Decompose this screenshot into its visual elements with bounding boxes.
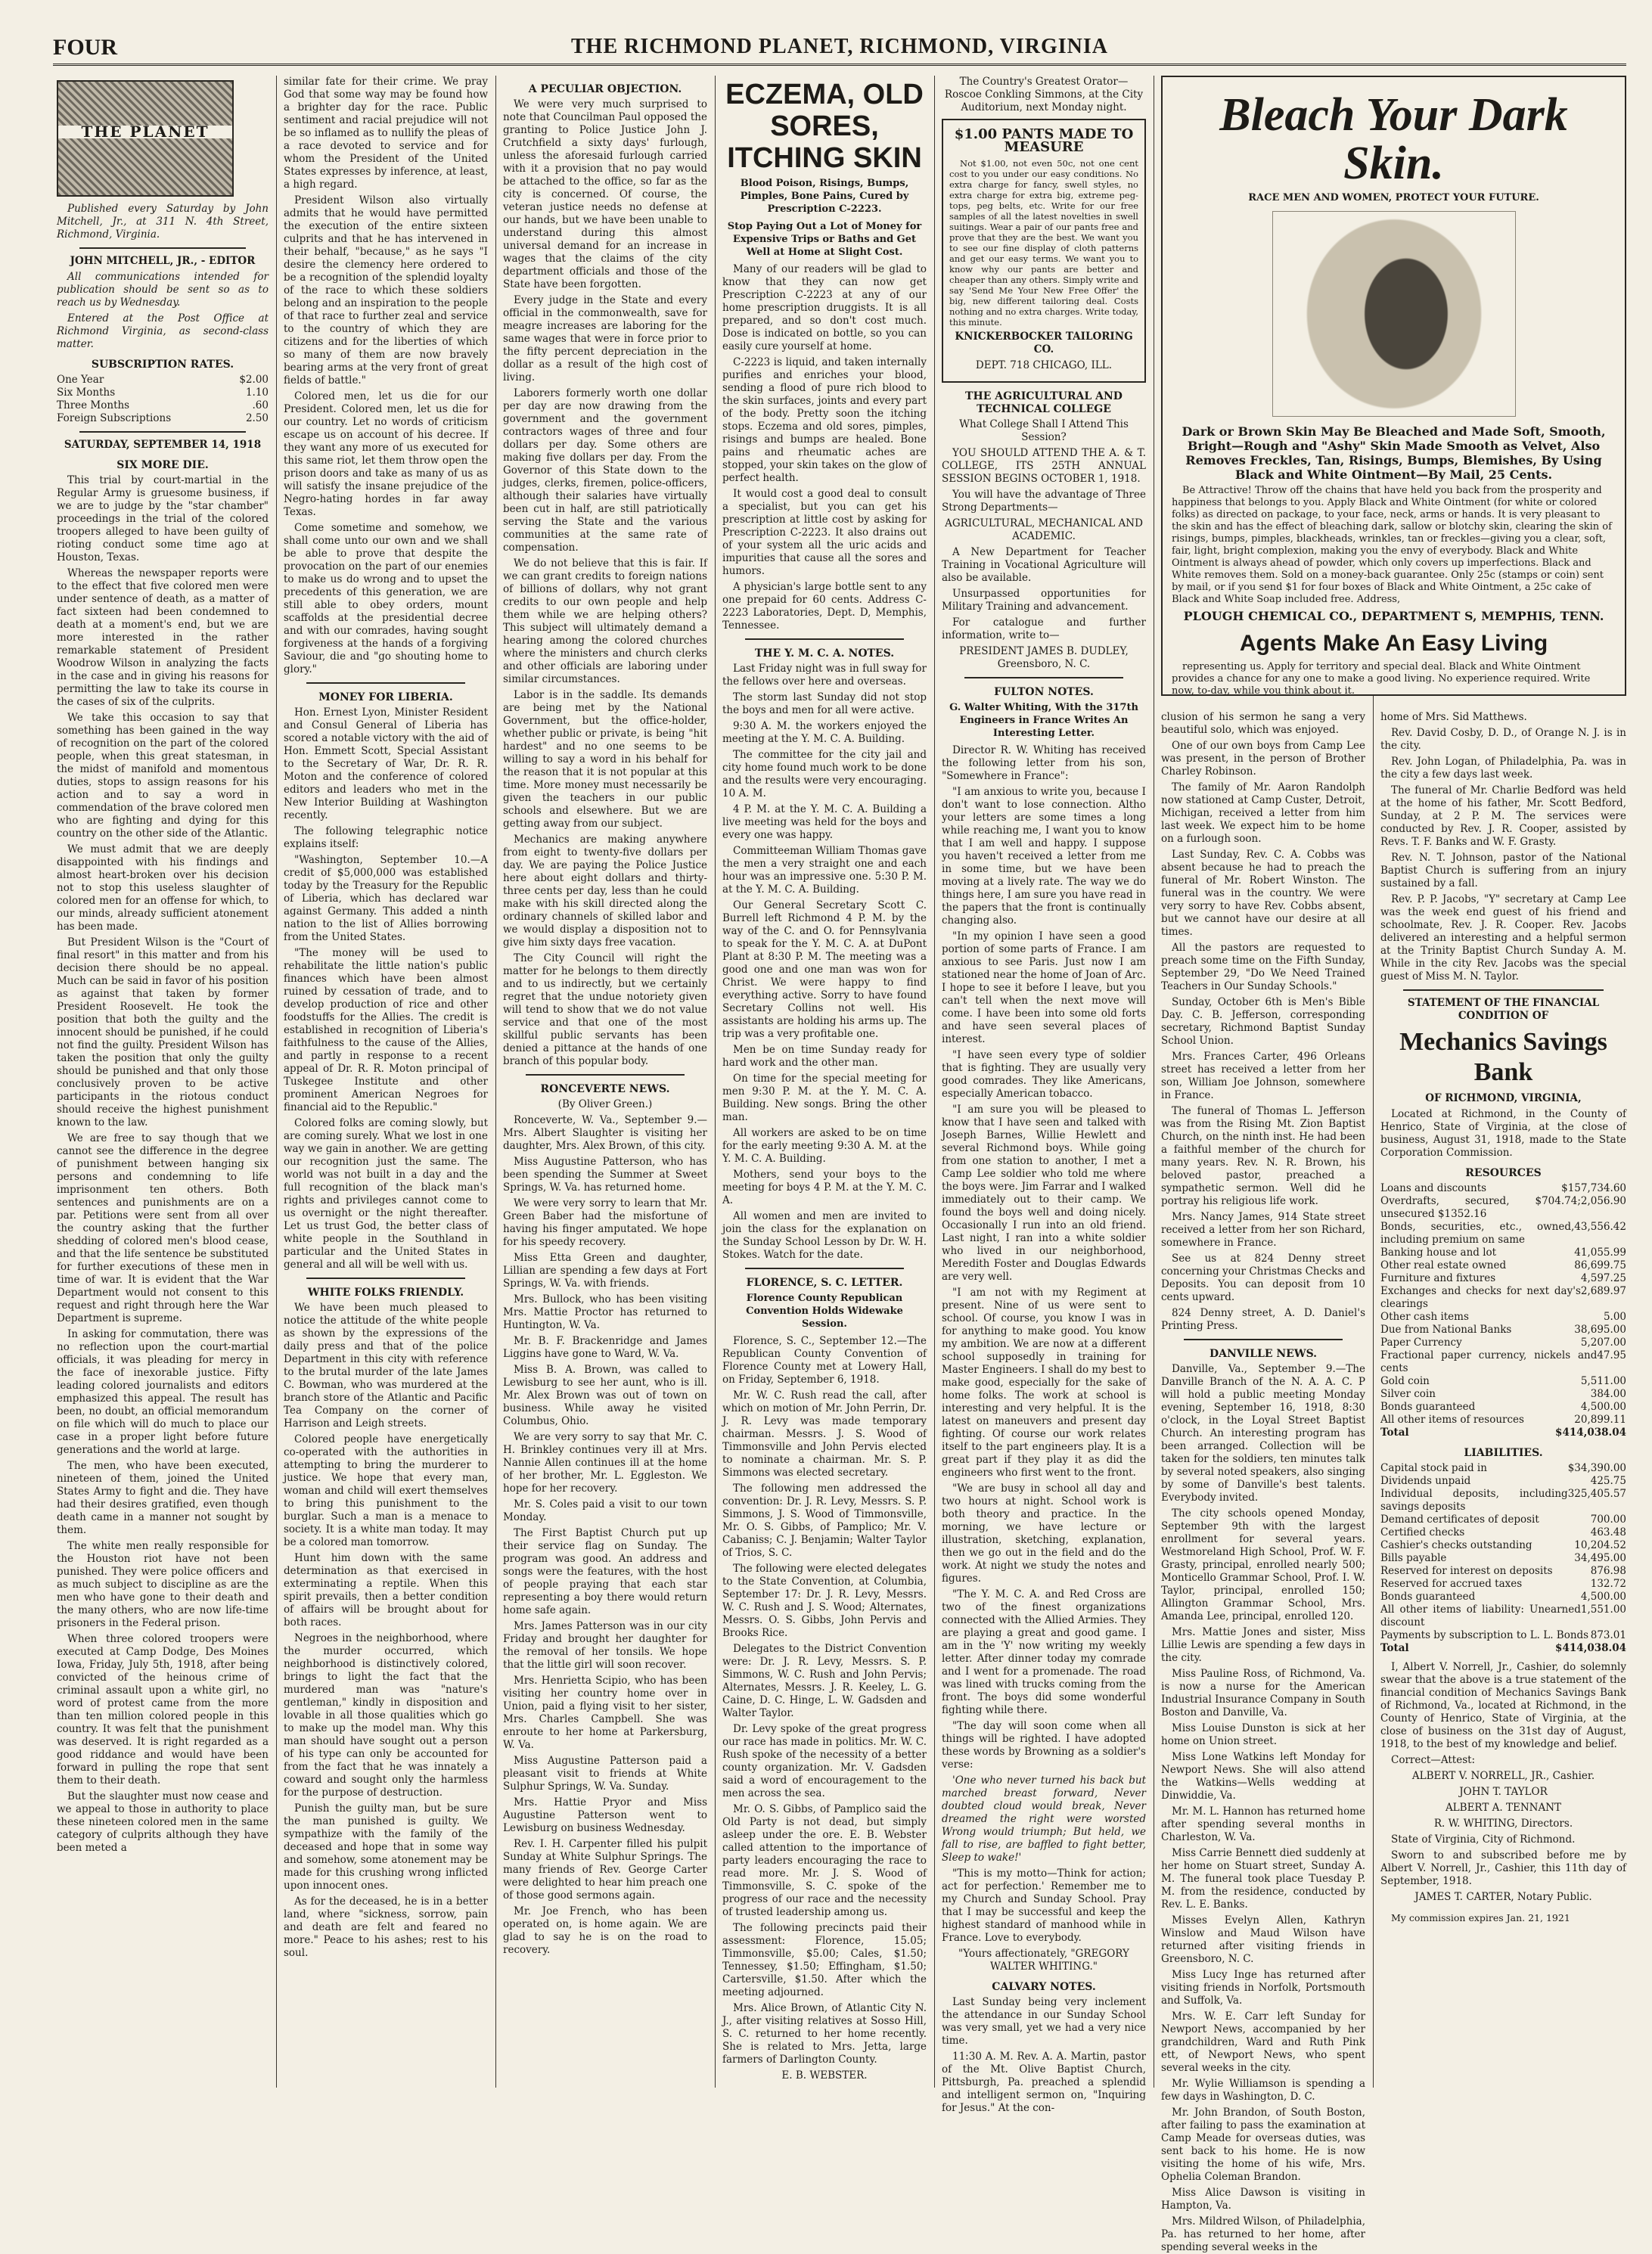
paragraph: Mrs. Mattie Jones and sister, Miss Lillie Lewis are spending a few days in the city.	[1161, 1626, 1365, 1664]
paragraph: We were very sorry to learn that Mr. Green Baber had the misfortune of having his finger amputated. We hope for his speedy recovery.	[503, 1197, 707, 1248]
paragraph: Last Sunday being very inclement the attendance in our Sunday School was very small, yet we had a very nice time.	[942, 1996, 1146, 2047]
table-row: Other real estate owned 86,699.75	[1380, 1259, 1626, 1271]
byline: (By Oliver Green.)	[557, 1098, 653, 1110]
paragraph: "Yours affectionately, "GREGORY WALTER WHITING."	[958, 1948, 1129, 1973]
table-row: Other cash items 5.00	[1380, 1311, 1626, 1323]
paragraph: 9:30 A. M. the workers enjoyed the meeting at the Y. M. C. A. Building.	[722, 720, 927, 745]
table-row: Cashier's checks outstanding 10,204.52	[1380, 1539, 1626, 1551]
paragraph: Mrs. W. E. Carr left Sunday for Newport News, accompanied by her grandchildren, Ward and Ruth Pink ett, of Newport News, who spent several weeks in the city.	[1161, 2010, 1365, 2074]
paragraph: Last Friday night was in full sway for the fellows over here and overseas.	[722, 663, 927, 688]
communications-note: All communications intended for publication should be sent so as to reach us by Wednesday.	[57, 271, 269, 309]
issue-date: SATURDAY, SEPTEMBER 14, 1918	[64, 439, 262, 451]
ad-body: Not $1.00, not even 50c, not one cent cost to you under our easy conditions. No extra charge for fancy, swell styles, no extra charge for extra big, extreme peg-tops, peg belts, etc. Write for our free samples of all the latest novelties in swell suitings. Wear a pair of our pants free and prove that they are the best. We want you to see our fine display of cloth patterns and get our easy terms. We want you to know why our pants are better and cheaper than any others. Simply write and say 'Send Me Your New Free Offer' the big, new different tailoring deal. Costs nothing and no extra charges. Write today, this minute.	[949, 158, 1138, 328]
paragraph: Mrs. James Patterson was in our city Friday and brought her daughter for the removal of her tonsils. We hope that the little girl will soon recover.	[503, 1620, 707, 1671]
paragraph: We take this occasion to say that something has been gained in the way of recognition on the part of the colored people, when this great statesman, in the midst of manifold and momentous duties, stops to assign reasons for his action and to say a word in commendation of the brave colored men who are fighting and dying for this country on the other side of the Atlantic.	[57, 712, 269, 840]
paragraph: Mr. W. C. Rush read the call, after which on motion of Mr. John Perrin, Dr. J. R. Levy was made temporary chairman. Messrs. J. S. Wood of Timmonsville and John Pervis elected to nominate a chairman. Mr. S. P. Simmons was elected secretary.	[722, 1389, 927, 1479]
entered-note: Entered at the Post Office at Richmond Virginia, as second-class matter.	[57, 312, 269, 350]
paragraph: For catalogue and further information, write to—	[942, 616, 1146, 641]
article-heading: DANVILLE NEWS.	[1209, 1348, 1318, 1360]
paragraph: The men, who have been executed, nineteen of them, joined the United States Army to fight and die. They have had their desires gratified, even though death came in a manner not sought by them.	[57, 1460, 269, 1536]
table-row: Individual deposits, including savings deposits 325,405.57	[1380, 1488, 1626, 1513]
paragraph: We are free to say though that we cannot see the difference in the degree of punishment between hanging six persons and condemning to life imprisonment ten others. Both sentences and punishments are on a par. Petitions were sent from all over the country asking that the further shedding of colored men's blood cease, and that the life sentence be substituted for further executions of these men in time of war. It is evident that the War Department would not consent to this request and right through here the War Department is supreme.	[57, 1132, 269, 1324]
paragraph: Dr. Levy spoke of the great progress our race has made in politics. Mr. W. C. Rush spoke of the necessity of a better county organization. Mr. V. Gadsden said a word of encouragement to the men across the sea.	[722, 1723, 927, 1799]
paragraph: similar fate for their crime. We pray God that some way may be found how a brighter day for the race. Public sentiment and racial prejudice will not be so inflamed as to nullify the pleas of a race devoted to service and for whom the President of the United States expresses by inference, at least, a high regard.	[284, 76, 488, 191]
pants-ad	[942, 119, 1146, 383]
column-rule	[276, 76, 277, 2088]
table-row: Capital stock paid in $34,390.00	[1380, 1462, 1626, 1474]
bank-name: Mechanics Savings Bank	[1399, 1028, 1607, 1086]
paragraph: Miss Augustine Patterson, who has been spending the Summer at Sweet Springs, W. Va. has returned home.	[503, 1156, 707, 1194]
article-heading: A PECULIAR OBJECTION.	[528, 83, 682, 95]
paragraph: The white men really responsible for the Houston riot have not been punished. They were police officers and as much subject to discipline as are the men who have gone to their death and the many others, who are now life-time prisoners in the Federal prison.	[57, 1540, 269, 1629]
paragraph: We must admit that we are deeply disappointed with his findings and almost heart-broken over his decision not to stop this useless slaughter of colored men for an offense for which, to our minds, already sufficient atonement has been made.	[57, 843, 269, 933]
paragraph: The family of Mr. Aaron Randolph now stationed at Camp Custer, Detroit, Michigan, received a letter from him last week. We expect him to be home on a furlough soon.	[1161, 781, 1365, 845]
paragraph: Mr. M. L. Hannon has returned home after spending several months in Charleston, W. Va.	[1161, 1805, 1365, 1843]
paragraph: Ronceverte, W. Va., September 9.—Mrs. Albert Slaughter is visiting her daughter, Mrs. Alex Brown, of this city.	[503, 1114, 707, 1152]
table-row: Demand certificates of deposit 700.00	[1380, 1514, 1626, 1526]
eczema-ad-title: ECZEMA, OLD SORES, ITCHING SKIN	[725, 79, 924, 174]
column-rule	[495, 76, 496, 2088]
table-row: Gold coin 5,511.00	[1380, 1375, 1626, 1387]
bleach-ad-lead: Dark or Brown Skin May Be Bleached and Made Soft, Smooth, Bright—Rough and "Ashy" Skin Made Smooth as Velvet, Also Removes Freckles, Tan, Risings, Bumps, Blemishes, By Using Black and White Ointment—By Mail, 25 Cents.	[1182, 424, 1606, 482]
paragraph: We have been much pleased to notice the attitude of the white people as shown by the expressions of the daily press and that of the police Department in this city with reference to the brutal murder of the late James C. Bowman, who was murdered at the branch store of the Atlantic and Pacific Tea Company on the corner of Harrison and Leigh streets.	[284, 1302, 488, 1430]
paragraph: Miss B. A. Brown, was called to Lewisburg to see her aunt, who is ill. Mr. Alex Brown was out of town on business. While away he visited Columbus, Ohio.	[503, 1364, 707, 1427]
paragraph: Delegates to the District Convention were: Dr. J. R. Levy, Messrs. S. P. Simmons, W. C. Rush and John Pervis; Alternates, Messrs. J. R. Keeley, L. G. Caine, D. C. Hinge, L. W. Gadsden and Walter Taylor.	[722, 1643, 927, 1719]
paragraph: Mrs. Nancy James, 914 State street received a letter from her son Richard, somewhere in France.	[1161, 1211, 1365, 1249]
liabilities-table	[1380, 1462, 1626, 1655]
paragraph: Danville, Va., September 9.—The Danville Branch of the N. A. A. C. P will hold a public meeting Monday evening, September 16, 1918, 8:30 o'clock, in the Loyal Street Baptist Church. An interesting program has been arranged. Collection will be taken for the soldiers, ten minutes talk by several noted speakers, also singing by some of Danville's best talents. Everybody invited.	[1161, 1363, 1365, 1504]
paragraph: Hunt him down with the same determination as that exercised in exterminating a reptile. When this spirit prevails, then a better condition of affairs will be brought about for both races.	[284, 1552, 488, 1628]
paragraph: 4 P. M. at the Y. M. C. A. Building a live meeting was held for the boys and every one was happy.	[722, 803, 927, 841]
agents-heading: Agents Make An Easy Living	[1239, 631, 1548, 656]
paragraph: Rev. P. P. Jacobs, "Y" secretary at Camp Lee was the week end guest of his friend and schoolmate, Rev. J. R. Cooper. Rev. Jacobs delivered an interesting and a helpful sermon at the Trinity Baptist Church Sunday A. M. While in the city Rev. Jacobs was the special guest of Miss M. N. Taylor.	[1380, 893, 1626, 983]
bleach-ad-address: PLOUGH CHEMICAL CO., DEPARTMENT S, MEMPHIS, TENN.	[1183, 609, 1604, 623]
table-row: All other items of resources 20,899.11	[1380, 1414, 1626, 1426]
table-row: Paper Currency 5,207.00	[1380, 1337, 1626, 1349]
paragraph: Miss Lone Watkins left Monday for Newport News. She will also attend the Watkins—Wells wedding at Dinwiddie, Va.	[1161, 1751, 1365, 1802]
paragraph: Mrs. Bullock, who has been visiting Mrs. Mattie Proctor has returned to Huntington, W. Va.	[503, 1293, 707, 1331]
table-row: All other items of liability: Unearned discount 1,551.00	[1380, 1604, 1626, 1628]
paragraph: Labor is in the saddle. Its demands are being met by the National Government, but the office-holder, whether public or private, is being "hit hardest" and no one seems to be willing to say a word in his behalf for the reason that it is not popular at this time. More money must necessarily be given the teachers in our public schools and elsewhere. But we are getting away from our subject.	[503, 689, 707, 830]
paragraph: "Washington, September 10.—A credit of $5,000,000 was established today by the Treasury for the Republic of Liberia, which has declared war against Germany. This added a ninth nation to the list of Allies borrowing from the United States.	[284, 854, 488, 943]
paragraph: Mr. O. S. Gibbs, of Pamplico said the Old Party is not dead, but simply asleep under the ore. E. B. Webster called attention to the importance of party leaders encouraging the race to read more. Mr. J. S. Wood of Timmonsville, S. C. spoke of the progress of our race and the necessity of trusted leadership among us.	[722, 1803, 927, 1918]
paragraph: The City Council will right the matter for he belongs to them directly and to us indirectly, but we certainly regret that the undue notoriety given will tend to show that we do not value service and that one of the most skillful public servants has been denied a pittance at the hands of one branch of this popular body.	[503, 952, 707, 1067]
rate-row: Three Months .60	[57, 399, 269, 411]
article-heading: THE Y. M. C. A. NOTES.	[754, 647, 895, 660]
table-row: Payments by subscription to L. L. Bonds 873.01	[1380, 1629, 1626, 1641]
divider	[1184, 1339, 1343, 1340]
signature: ALBERT V. NORRELL, JR., Cashier.	[1411, 1770, 1595, 1782]
paragraph: All workers are asked to be on time for the early meeting 9:30 A. M. at the Y. M. C. A. Building.	[722, 1127, 927, 1165]
paragraph: All women and men are invited to join the class for the explanation on the Sunday School Lesson by Dr. W. H. Stokes. Watch for the date.	[722, 1210, 927, 1261]
paragraph: Last Sunday, Rev. C. A. Cobbs was absent because he had to preach the funeral of Mr. Robert Winston. The funeral was in the country. We were very sorry to have Rev. Cobbs absent, but we cannot have our desire at all times.	[1161, 849, 1365, 938]
rate-row: One Year $2.00	[57, 374, 269, 386]
paragraph: Mothers, send your boys to the meeting for boys 4 P. M. at the Y. M. C. A.	[722, 1169, 927, 1206]
table-row: Total $414,038.04	[1380, 1427, 1626, 1439]
paragraph: "I am not with my Regiment at present. Nine of us were sent to school. Of course, you know I was in for anything to make good. You know my ambition. We are now at a different school supposedly in training for Master Engineers. I shall do my best to make good, especially for the sake of home folks. The work at school is interesting and very helpful. It is the latest on maneuvers and present day fighting. Of course our work relates itself to the part engineers play. It is a great part if they play it as did the engineers who first went to the front.	[942, 1287, 1146, 1479]
table-row: Exchanges and checks for next day's clearings 2,689.97	[1380, 1285, 1626, 1310]
paragraph: The committee for the city jail and city home found much work to be done and the results were very encouraging. 10 A. M.	[722, 749, 927, 799]
table-row: Reserved for accrued taxes 132.72	[1380, 1578, 1626, 1590]
divider	[964, 677, 1123, 678]
divider	[79, 247, 246, 249]
paper-title: THE RICHMOND PLANET, RICHMOND, VIRGINIA	[570, 35, 1108, 58]
paragraph: On time for the special meeting for men 9:30 P. M. at the Y. M. C. A. Building. New songs. Bring the other man.	[722, 1073, 927, 1123]
paragraph: President Wilson also virtually admits that he would have permitted the execution of the entire sixteen culprits and that he has intervened in their behalf, "because," as he says "I desire the clemency here ordered to be a recognition of the splendid loyalty of the race to which these soldiers belong and an inspiration to the people of that race to further zeal and service to the country of which they are citizens and for the liberties of which so many of them are now bravely bearing arms at the very front of great fields of battle."	[284, 194, 488, 387]
paragraph: A New Department for Teacher Training in Vocational Agriculture will also be available.	[942, 546, 1146, 584]
paragraph: Laborers formerly worth one dollar per day are now drawing from the government and the government contractors wages of three and four dollars per day. Some others are making five dollars per day. From the Governor of this State down to the judges, clerks, firemen, police-officers, although their salaries have virtually been cut in half, are still patriotically serving the State and the various communities at the same rate of compensation.	[503, 387, 707, 554]
paragraph: "In my opinion I have seen a good portion of some parts of France. I am anxious to see Paris. Just now I am stationed near the home of Joan of Arc. I hope to see it before I leave, but you can't tell when the next move will come. I have been into some old forts and have seen several places of interest.	[942, 930, 1146, 1045]
article-heading: CALVARY NOTES.	[992, 1981, 1096, 1993]
paragraph: The city schools opened Monday, September 9th with the largest enrollment for several years. Westmoreland High School, Prof. W. F. Grasty, principal, enrolled nearly 500; Monticello Grammar School, Prof. I. W. Taylor, principal, enrolled 150; Allington Grammar School, Mrs. Amanda Lee, principal, enrolled 120.	[1161, 1507, 1365, 1622]
paragraph: Mr. John Brandon, of South Boston, after failing to pass the examination at Camp Meade for overseas duties, was sent back to his home. He is now visiting the home of his wife, Mrs. Ophelia Coleman Brandon.	[1161, 2107, 1365, 2183]
table-row: Bonds, securities, etc., owned, including premium on same 43,556.42	[1380, 1221, 1626, 1246]
paragraph: "I am sure you will be pleased to know that I have seen and talked with Joseph Barnes, Willie Hewlett and several Richmond boys. While going from one station to another, I met a Camp Lee soldier who told me where the boys were. Jim Farrar and I walked immediately out to their camp. We found the boys well and doing nicely. Occasionally I run into an old friend. Last night, I ran into a white soldier who lived in our neighborhood, Meredith Foster and Douglas Edwards are very well.	[942, 1104, 1146, 1283]
bank-description: Located at Richmond, in the County of Henrico, State of Virginia, at the close of business, August 31, 1918, made to the State Corporation Commission.	[1380, 1108, 1626, 1159]
paragraph: In asking for commutation, there was no reflection upon the court-martial officials, it was pleading for mercy in the face of inexorable justice. Fifty leading colored journalists and editors emphasized this appeal. The result has been, no doubt, an official memorandum on file which will do much to place our case in a proper light before future generations and the world at large.	[57, 1328, 269, 1456]
paragraph: "The Y. M. C. A. and Red Cross are two of the finest organizations connected with the Allied Armies. They are playing a great and good game. I am in the 'Y' now writing my weekly letter. After dinner today my comrade and I went for a promenade. The road was lined with trucks coming from the front. The boys did some wonderful fighting while there.	[942, 1588, 1146, 1716]
paragraph: The following men addressed the convention: Dr. J. R. Levy, Messrs. S. P. Simmons, J. S. Wood of Timmonsville, Mr. O. S. Gibbs, of Pamplico; Mr. V. Cabaniss; C. J. Benjamin; Walter Taylor of Trios, S. C.	[722, 1482, 927, 1559]
divider	[526, 1074, 685, 1076]
paragraph: Every judge in the State and every official in the commonwealth, save for meagre increases are laboring for the same wages that were in force prior to the fifty percent depreciation in the dollar as a result of the high cost of living.	[503, 294, 707, 383]
paragraph: "The money will be used to rehabilitate the little nation's public finances which have been almost ruined by cessation of trade, and to develop production of rice and other foodstuffs for the Allies. The credit is established in recognition of Liberia's faithfulness to the cause of the Allies, and partly in response to a recent appeal of Dr. R. R. Moton principal of Tuskegee Institute and other prominent American Negroes for financial aid to the Republic."	[284, 947, 488, 1113]
paragraph: Miss Augustine Patterson paid a pleasant visit to friends at White Sulphur Springs, W. Va. Sunday.	[503, 1755, 707, 1793]
paragraph: Negroes in the neighborhood, where the murder occurred, which neighborhood is distinctively colored, brings to light the fact that the murdered man was "nature's gentleman," kindly in disposition and lovable in all those qualities which go to make up the model man. Why this man should have sought out a person of his type can only be accounted for from the fact that he was innately a coward and sought only the harmless for the purpose of destruction.	[284, 1632, 488, 1799]
face-illustration-icon	[1272, 211, 1516, 417]
state-line: State of Virginia, City of Richmond.	[1391, 1833, 1576, 1846]
ad-company: KNICKERBOCKER TAILORING CO.	[955, 331, 1133, 355]
pants-ad-title: $1.00 PANTS MADE TO MEASURE	[954, 126, 1134, 155]
bleach-ad-body: Be Attractive! Throw off the chains that have held you back from the prosperity and happiness that belongs to you. Apply Black and White Ointment (for white or colored folks) as directed on package, to your face, neck, arms or hands. It is very pleasant to the skin and has the effect of bleaching dark, sallow or blotchy skin, clearing the skin of risings, bumps, pimples, blackheads, wrinkles, tan or freckles—giving you a clear, soft, fair, light, bright complexion, making you the envy of everybody. Black and White Ointment is always ahead of powder, which only covers up imperfections. Black and White removes them. Sold on a money-back guarantee. Only 25c (stamps or coin) sent by mail, or if you send $1 for four boxes of Black and White Ointment, a 25c cake of Black and White Soap included free. Address,	[1172, 485, 1612, 605]
paragraph: The funeral of Mr. Charlie Bedford was held at the home of his father, Mr. Scott Bedford, Sunday, at 2 P. M. The services were conducted by Rev. J. R. Cooper, assisted by Revs. T. F. Banks and W. F. Grasty.	[1380, 784, 1626, 848]
table-row: Due from National Banks 38,695.00	[1380, 1324, 1626, 1336]
bank-location: OF RICHMOND, VIRGINIA,	[1425, 1092, 1582, 1104]
paragraph: Rev. David Cosby, D. D., of Orange N. J. is in the city.	[1380, 727, 1626, 752]
table-row: Reserved for interest on deposits 876.98	[1380, 1565, 1626, 1577]
paragraph: 11:30 A. M. Rev. A. A. Martin, pastor of the Mt. Olive Baptist Church, Pittsburgh, Pa. preached a splendid and intelligent sermon on, "Inquiring for Jesus." At the con-	[942, 2051, 1146, 2114]
paragraph: One of our own boys from Camp Lee was present, in the person of Brother Charley Robinson.	[1161, 740, 1365, 778]
ad-question: What College Shall I Attend This Session?	[959, 418, 1129, 443]
paragraph: "The day will soon come when all things will be righted. I have adopted these words by Browning as a soldier's verse:	[942, 1720, 1146, 1771]
column-1	[57, 76, 269, 2088]
editor-line: JOHN MITCHELL, JR., - EDITOR	[70, 255, 256, 267]
attest-line: Correct—Attest:	[1391, 1754, 1476, 1766]
paragraph: All the pastors are requested to preach some time on the Fifth Sunday, September 29, "Do We Need Trained Teachers in Our Sunday Schools."	[1161, 942, 1365, 992]
column-rule	[934, 76, 935, 2088]
column-4	[722, 76, 927, 2088]
divider	[306, 682, 465, 684]
paragraph: "I am anxious to write you, because I don't want to lose connection. Altho your letters are some times a long while reaching me, I want you to know that I am well and happy. I suppose you haven't received a letter from me in some time, but we have been moving at a lively rate. The way we do things here, I am sure you have read in the papers that the front is continually changing also.	[942, 786, 1146, 927]
paragraph: See us at 824 Denny street concerning your Christmas Checks and Deposits. You can deposit from 10 cents upward.	[1161, 1253, 1365, 1303]
sworn-statement: Sworn to and subscribed before me by Albert V. Norrell, Jr., Cashier, this 11th day of September, 1918.	[1380, 1849, 1626, 1887]
notary-line: JAMES T. CARTER, Notary Public.	[1414, 1891, 1592, 1903]
paragraph: But the slaughter must now cease and we appeal to those in authority to place these nineteen colored men in the same category of culprits although they have been meted a	[57, 1790, 269, 1854]
article-heading: MONEY FOR LIBERIA.	[318, 691, 453, 703]
paragraph: Mechanics are making anywhere from eight to twenty-five dollars per day. We are paying the Police Justice here about eight dollars and thirty-three cents per day, less than he could make with his skill directed along the ordinary channels of skilled labor and we would display a disposition not to give him sixty days free vacation.	[503, 834, 707, 948]
statement-heading: STATEMENT OF THE FINANCIAL CONDITION OF	[1407, 997, 1600, 1022]
article-subheading: G. Walter Whiting, With the 317th Engineers in France Writes An Interesting Letter.	[949, 702, 1138, 739]
bleach-ad-subtitle: RACE MEN AND WOMEN, PROTECT YOUR FUTURE.	[1248, 192, 1539, 203]
paragraph: The First Baptist Church put up their service flag on Sunday. The program was good. An address and songs were the features, with the host of people praying that each star representing a boy there would return home safe again.	[503, 1527, 707, 1616]
paragraph: Punish the guilty man, but be sure the man punished is guilty. We sympathize with the family of the deceased and hope that in some way and somehow, some atonement may be made for this crushing wrong inflicted upon innocent ones.	[284, 1802, 488, 1892]
page-masthead	[53, 30, 1626, 66]
paragraph: But President Wilson is the "Court of final resort" in this matter and from his decision there should be no appeal. Much can be said in favor of his position as against that taken by former President Roosevelt. He took the position that both the guilty and the innocent should be punished, if he could not find the guilty. President Wilson has taken the position that only the guilty should be punished and that only those conclusively proven to be active participants in the riotous conduct should receive the highest punishment known to the law.	[57, 936, 269, 1129]
signature: ALBERT A. TENNANT	[1445, 1802, 1562, 1814]
column-2	[284, 76, 488, 2088]
paragraph: AGRICULTURAL, MECHANICAL AND ACADEMIC.	[945, 517, 1143, 542]
paragraph: "I have seen every type of soldier that is fighting. They are usually very good comrades. They like Americans, especially American tobacco.	[942, 1049, 1146, 1100]
rates-heading: SUBSCRIPTION RATES.	[91, 359, 234, 371]
paragraph: The following precincts paid their assessment: Florence, 15.05; Timmonsville, $5.00; Cales, $1.50; Tennessey, $1.50; Effingham, $1.50; Cartersville, $1.50. After which the meeting adjourned.	[722, 1922, 927, 1998]
paragraph: Miss Lucy Inge has returned after visiting friends in Norfolk, Portsmouth and Suffolk, Va.	[1161, 1969, 1365, 2007]
column-rule	[715, 76, 716, 2088]
table-row: Fractional paper currency, nickels and cents 47.95	[1380, 1349, 1626, 1374]
paragraph: Mr. B. F. Brackenridge and James Liggins have gone to Ward, W. Va.	[503, 1335, 707, 1360]
divider	[1403, 989, 1604, 991]
paragraph: home of Mrs. Sid Matthews.	[1380, 711, 1527, 723]
paragraph: Whereas the newspaper reports were to the effect that five colored men were under sentence of death, as a matter of fact sixteen had been condemned to death at a moment's end, but we are more interested in the rather remarkable statement of President Woodrow Wilson in analyzing the facts in the case and in giving his reasons for permitting the law to take its course in the cases of six of the culprits.	[57, 567, 269, 708]
paragraph: Our General Secretary Scott C. Burrell left Richmond 4 P. M. by the way of the C. and O. for Pennsylvania to speak for the Y. M. C. A. at DuPont Plant at 8:30 P. M. The meeting was a good one and one man was won for Christ. We were happy to find everything active. Sorry to have found Secretary Collins not well. His assistants are holding his arms up. The trip was a very profitable one.	[722, 899, 927, 1040]
table-row: Furniture and fixtures 4,597.25	[1380, 1272, 1626, 1284]
paragraph: When three colored troopers were executed at Camp Dodge, Des Moines Iowa, Friday, July 5th, 1918, after being convicted of the heinous crime of criminal assault upon a white girl, no word of protest came from the more than ten million colored people in this country. It was felt that the punishment was deserved. It is right regarded as a good riddance and would have been forward in pulling the rope that sent them to their death.	[57, 1633, 269, 1787]
paragraph: Mrs. Alice Brown, of Atlantic City N. J., after visiting relatives at Sosso Hill, S. C. returned to her home recently. She is related to Mrs. Jetta, large farmers of Darlington County.	[722, 2002, 927, 2066]
paragraph: Colored men, let us die for our President. Colored men, let us die for our country. Let no words of criticism escape us on account of his decree. If they want any more of us executed for this same riot, let them throw open the prison doors and take as many of us as will satisfy the insane prejudice of the Negro-hating hordes in far away Texas.	[284, 390, 488, 518]
cashier-oath: I, Albert V. Norrell, Jr., Cashier, do solemnly swear that the above is a true statement of the financial condition of Mechanics Savings Bank of Richmond, Va., located at Richmond, in the County of Henrico, State of Virginia, at the close of business on the 31st day of August, 1918, to the best of my knowledge and belief.	[1380, 1661, 1626, 1750]
paragraph: 'One who never turned his back but marched breast forward, Never doubted cloud would break, Never dreamed the right were worsted Wrong would triumph; But held, we fall to rise, are baffled to fight better, Sleep to wake!'	[942, 1774, 1146, 1864]
paragraph: Rev. John Logan, of Philadelphia, Pa. was in the city a few days last week.	[1380, 756, 1626, 781]
paragraph: YOU SHOULD ATTEND THE A. & T. COLLEGE, ITS 25TH ANNUAL SESSION BEGINS OCTOBER 1, 1918.	[942, 447, 1146, 485]
paragraph: Miss Carrie Bennett died suddenly at her home on Stuart street, Sunday A. M. The funeral took place Tuesday P. M. from the residence, conducted by Rev. L. E. Banks.	[1161, 1847, 1365, 1911]
article-heading: RONCEVERTE NEWS.	[540, 1083, 670, 1095]
signature: R. W. WHITING, Directors.	[1433, 1818, 1573, 1830]
ad-address: DEPT. 718 CHICAGO, ILL.	[975, 359, 1113, 371]
divider	[79, 431, 246, 433]
signature: JOHN T. TAYLOR	[1459, 1786, 1548, 1798]
publisher-note: Published every Saturday by John Mitchell, Jr., at 311 N. 4th Street, Richmond, Virginia.	[57, 203, 269, 241]
divider	[745, 1268, 904, 1269]
paragraph: Rev. N. T. Johnson, pastor of the National Baptist Church is suffering from an injury sustained by a fall.	[1380, 852, 1626, 889]
paragraph: You will have the advantage of Three Strong Departments—	[942, 489, 1146, 514]
paragraph: We are very sorry to say that Mr. C. H. Brinkley continues very ill at Mrs. Nannie Allen continues ill at the home of her brother, Mr. L. Eggleston. We hope for her recovery.	[503, 1431, 707, 1495]
paragraph: Florence, S. C., September 12.—The Republican County Convention of Florence County met at Lowery Hall, on Friday, September 6, 1918.	[722, 1335, 927, 1386]
paragraph: We do not believe that this is fair. If we can grant credits to foreign nations of billions of dollars, why not grant credits to our own people and help them while we are helping others? This subject will ultimately demand a hearing among the colored churches where the ministers and church clerks and other officials are laboring under similar circumstances.	[503, 557, 707, 685]
resources-heading: RESOURCES	[1465, 1167, 1542, 1179]
paragraph: A physician's large bottle sent to any one prepaid for 60 cents. Address C-2223 Laboratories, Dept. D, Memphis, Tennessee.	[722, 581, 927, 632]
paragraph: The funeral of Thomas L. Jefferson was from the Rising Mt. Zion Baptist Church, on the ninth inst. He had been a faithful member of the church for many years. Rev. N. R. Brown, his beloved pastor, preached a sympathetic sermon. Well did he portray his religious life work.	[1161, 1105, 1365, 1207]
paragraph: "This is my motto—Think for action; act for perfection.' Remember me to my Church and Sunday School. Pray that I may be successful and keep the highest standard of manhood while in France. Love to everybody.	[942, 1867, 1146, 1944]
table-row: Bills payable 34,495.00	[1380, 1552, 1626, 1564]
article-subheading: Florence County Republican Convention Holds Widewake Session.	[746, 1293, 903, 1330]
paragraph: Director R. W. Whiting has received the following letter from his son, "Somewhere in France":	[942, 744, 1146, 782]
paragraph: C-2223 is liquid, and taken internally purifies and enriches your blood, sending a flood of pure rich blood to the skin surfaces, joints and every part of the body. Pretty soon the itching stops. Eczema and old sores, pimples, risings and bumps are healed. Bone pains and rheumatic aches are stopped, your skin takes on the glow of perfect health.	[722, 356, 927, 484]
article-heading: FULTON NOTES.	[994, 686, 1094, 698]
agents-body: representing us. Apply for territory and special deal. Black and White Ointment provides a chance for any one to make a good living. No experience required. Write now, to-day, while you think about it.	[1172, 661, 1591, 697]
paragraph: Come sometime and somehow, we shall come unto our own and we shall be able to prove that despite the provocation on the part of our enemies to make us do wrong and to upset the precedents of this generation, we are still able to obey orders, mount scaffolds at the presidential decree and with our comrades, having sought forgiveness at the hands of a forgiving Saviour, die and "go shouting home to glory."	[284, 522, 488, 675]
paragraph: Mr. Joe French, who has been operated on, is home again. We are glad to say he is on the road to recovery.	[503, 1905, 707, 1956]
paragraph: Colored folks are coming slowly, but are coming surely. What we lost in one way we gain in another. We are getting our recognition just the same. The world was not built in a day and the full recognition of the black man's rights and privileges cannot come to us overnight or the night thereafter. Let us trust God, the better class of white people in the Southland in particular and the United States in general and all will be well with us.	[284, 1117, 488, 1271]
paragraph: Rev. I. H. Carpenter filled his pulpit Sunday at White Sulphur Springs. The many friends of Rev. George Carter were delighted to hear him preach one of those good sermons again.	[503, 1838, 707, 1902]
table-row: Bonds guaranteed 4,500.00	[1380, 1401, 1626, 1413]
paragraph: The following were elected delegates to the State Convention, at Columbia, September 17: Dr. J. R. Levy, Messrs. W. C. Rush and J. S. Wood; Alternates, Messrs. O. S. Gibbs, John Pervis and Brooks Rice.	[722, 1563, 927, 1639]
paragraph: The following telegraphic notice explains itself:	[284, 825, 488, 850]
table-row: Certified checks 463.48	[1380, 1526, 1626, 1538]
paragraph: Misses Evelyn Allen, Kathryn Winslow and Maud Wilson have returned after visiting friends in Greensboro, N. C.	[1161, 1914, 1365, 1965]
page-number: FOUR	[53, 35, 117, 60]
table-row: Dividends unpaid 425.75	[1380, 1475, 1626, 1487]
table-row: Overdrafts, secured, $704.74; unsecured $1352.16 2,056.90	[1380, 1195, 1626, 1220]
table-row: Bonds guaranteed 4,500.00	[1380, 1591, 1626, 1603]
table-row: Loans and discounts $157,734.60	[1380, 1182, 1626, 1194]
article-heading: FLORENCE, S. C. LETTER.	[746, 1277, 903, 1289]
paragraph: Miss Louise Dunston is sick at her home on Union street.	[1161, 1722, 1365, 1747]
article-heading: SIX MORE DIE.	[116, 459, 209, 471]
table-row: Banking house and lot 41,055.99	[1380, 1247, 1626, 1259]
table-row: Silver coin 384.00	[1380, 1388, 1626, 1400]
table-row: Total $414,038.04	[1380, 1642, 1626, 1654]
paragraph: This trial by court-martial in the Regular Army is gruesome business, if we are to judge by the "star chamber" proceedings in the trial of the colored troopers alleged to have been guilty of rioting conduct some time ago at Houston, Texas.	[57, 474, 269, 564]
rate-row: Foreign Subscriptions 2.50	[57, 412, 269, 424]
paragraph: 824 Denny street, A. D. Daniel's Printing Press.	[1161, 1307, 1365, 1332]
column-7	[1380, 711, 1626, 2088]
article-heading: WHITE FOLKS FRIENDLY.	[307, 1287, 464, 1299]
paragraph: As for the deceased, he is in a better land, where "sickness, sorrow, pain and death are felt and feared no more." Peace to his ashes; rest to his soul.	[284, 1895, 488, 1959]
paragraph: The storm last Sunday did not stop the boys and men for all were active.	[722, 691, 927, 716]
commission-expiry: My commission expires Jan. 21, 1921	[1391, 1912, 1570, 1923]
signature: E. B. WEBSTER.	[781, 2069, 868, 2082]
paragraph: Hon. Ernest Lyon, Minister Resident and Consul General of Liberia has scored a notable victory with the aid of Hon. Emmett Scott, Special Assistant to the Secretary of War, Dr. R. R. Moton and the conference of colored editors and leaders who met in the New Interior Building at Washington recently.	[284, 706, 488, 821]
paragraph: Colored people have energetically co-operated with the authorities in attempting to bring the murderer to justice. We hope that every man, woman and child will exert themselves to bring this punishment to the burglar. Such a man is a menace to society. It is a white man today. It may be a colored man tomorrow.	[284, 1433, 488, 1548]
ad-heading: THE AGRICULTURAL AND TECHNICAL COLLEGE	[965, 390, 1123, 415]
ad-subheading: Blood Poison, Risings, Bumps, Pimples, Bone Pains, Cured by Prescription C-2223.	[740, 178, 909, 215]
paragraph: Unsurpassed opportunities for Military Training and advancement.	[942, 588, 1146, 613]
paragraph: Miss Etta Green and daughter, Lillian are spending a few days at Fort Springs, W. Va. with friends.	[503, 1252, 707, 1290]
paragraph: Men be on time Sunday ready for hard work and the other man.	[722, 1044, 927, 1069]
planet-logo: THE PLANET	[57, 80, 234, 197]
paragraph: Mrs. Hattie Pryor and Miss Augustine Patterson went to Lewisburg on business Wednesday.	[503, 1796, 707, 1834]
column-6	[1161, 711, 1365, 2253]
paragraph: Mrs. Frances Carter, 496 Orleans street has received a letter from her son, William Joe Johnson, somewhere in France.	[1161, 1051, 1365, 1101]
bleach-ad-title: Bleach Your Dark Skin.	[1219, 89, 1568, 189]
rates-table	[57, 374, 269, 425]
paragraph: Committeeman William Thomas gave the men a very straight one and each hour was an impressive one. 5:30 P. M. at the Y. M. C. A. Building.	[722, 845, 927, 896]
column-3	[503, 76, 707, 2088]
paragraph: Miss Pauline Ross, of Richmond, Va. is now a nurse for the American Industrial Insurance Company in South Boston and Danville, Va.	[1161, 1668, 1365, 1718]
column-5	[942, 76, 1146, 2114]
ad-subheading: Stop Paying Out a Lot of Money for Expensive Trips or Baths and Get Well at Home at Slight Cost.	[727, 221, 922, 258]
paragraph: "We are busy in school all day and two hours at night. School work is both theory and practice. In the morning, we have lecture or illustration, sketching, explanation, then we go out in the field and do the work. At night we study the notes and figures.	[942, 1482, 1146, 1585]
divider	[745, 638, 904, 640]
bleach-ad	[1161, 76, 1626, 696]
rate-row: Six Months 1.10	[57, 387, 269, 399]
paragraph: Mrs. Mildred Wilson, of Philadelphia, Pa. has returned to her home, after spending several weeks in the	[1161, 2215, 1365, 2253]
paragraph: We were very much surprised to note that Councilman Paul opposed the granting to Police Justice John J. Crutchfield a sixty days' furlough, unless the aforesaid furlough carried with it a provision that no pay would be attached to the office, so far as the city is concerned. Of course, the veteran justice needs no defense at our hands, but we have been unable to understand during this almost universal demand for an increase in wages that the claims of the city department officials and those of the State have been forgotten.	[503, 98, 707, 290]
paragraph: Many of our readers will be glad to know that they can now get Prescription C-2223 at any of our home prescription druggists. It is all prepared, and so don't cost much. Dose is indicated on bottle, so you can easily cure yourself at home.	[722, 263, 927, 352]
paragraph: Miss Alice Dawson is visiting in Hampton, Va.	[1161, 2187, 1365, 2212]
paragraph: clusion of his sermon he sang a very beautiful solo, which was enjoyed.	[1161, 711, 1365, 736]
paragraph: It would cost a good deal to consult a specialist, but you can get his prescription at little cost by asking for Prescription C-2223. It also drains out of your system all the uric acids and impurities that cause all the sores and humors.	[722, 488, 927, 577]
paragraph: Mr. Wylie Williamson is spending a few days in Washington, D. C.	[1161, 2078, 1365, 2103]
paragraph: Sunday, October 6th is Men's Bible Day. C. B. Jefferson, corresponding secretary, Richmond Baptist Sunday School Union.	[1161, 996, 1365, 1047]
paragraph: Mrs. Henrietta Scipio, who has been visiting her country home over in Union, paid a flying visit to her sister, Mrs. Charles Campbell. She was enroute to her home at Parkersburg, W. Va.	[503, 1675, 707, 1751]
orator-notice: The Country's Greatest Orator—Roscoe Conkling Simmons, at the City Auditorium, next Monday night.	[944, 76, 1144, 113]
liabilities-heading: LIABILITIES.	[1464, 1447, 1543, 1459]
paragraph: PRESIDENT JAMES B. DUDLEY, Greensboro, N. C.	[959, 645, 1129, 670]
paragraph: Mr. S. Coles paid a visit to our town Monday.	[503, 1498, 707, 1523]
resources-table	[1380, 1182, 1626, 1439]
divider	[306, 1278, 465, 1279]
